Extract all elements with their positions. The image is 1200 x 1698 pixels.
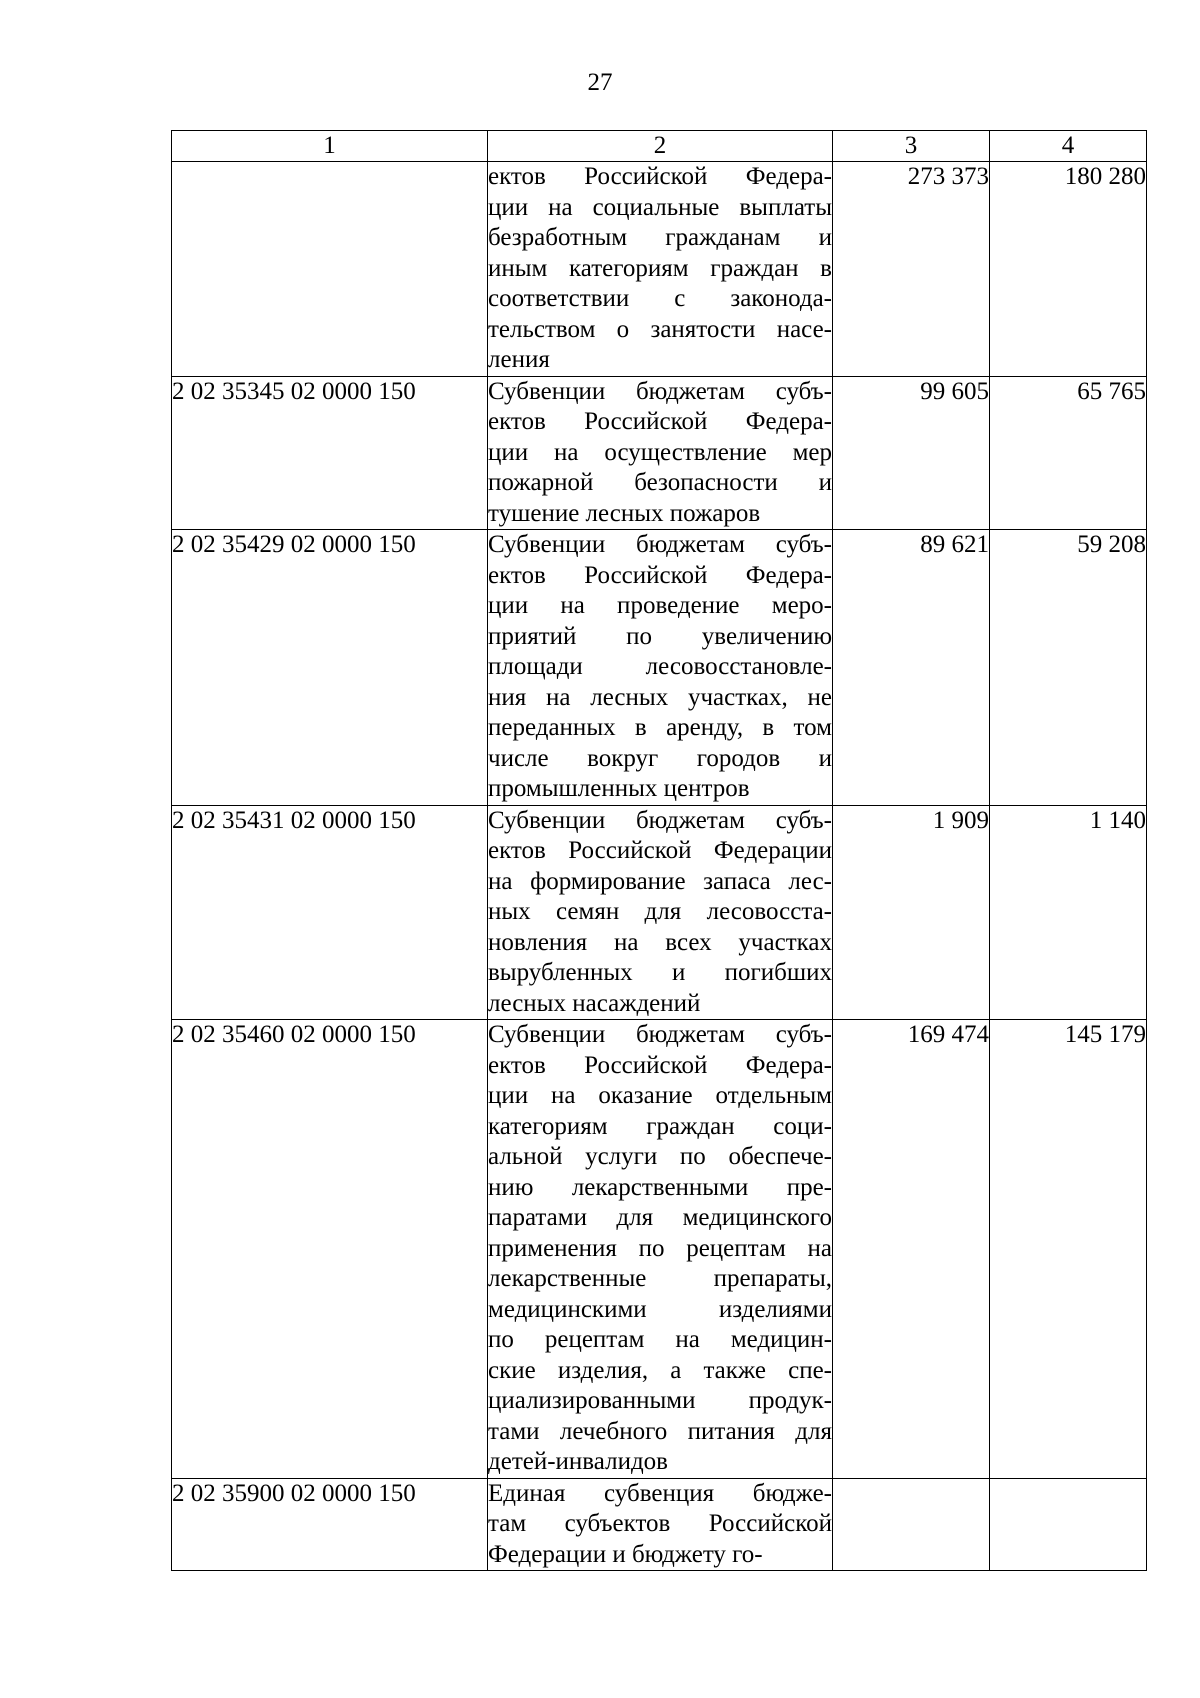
description-line: по рецептам на медицин- [488,1326,832,1353]
table-header-row [172,131,1147,162]
description-line: медицинскими изделиями [488,1295,832,1323]
description-line: ектов Российской Федерации [488,837,832,864]
description-line: переданных в аренду, в том [488,714,832,741]
amount-column-4-cell: 65 765 [990,376,1147,530]
description-cell [488,1020,833,1479]
description-line: новления на всех участках [488,928,832,956]
description-line: Субвенции бюджетам субъ- [488,1021,832,1048]
description-line: Субвенции бюджетам субъ- [488,377,832,405]
budget-code-cell: 2 02 35900 02 0000 150 [172,1478,488,1571]
description-line: ции на оказание отдельным [488,1082,832,1109]
description-line: лекарственные препараты, [488,1265,832,1292]
description-line: на формирование запаса лес- [488,867,832,895]
description-line: Федерации и бюджету го- [488,1540,763,1568]
table-row [172,376,1147,530]
description-line: ных семян для лесовосста- [488,898,832,925]
description-line: пожарной безопасности и [488,469,832,496]
description-line: промышленных центров [488,775,750,802]
description-cell [488,376,833,530]
description-line: ектов Российской Федера- [488,163,832,190]
description-line: лесных насаждений [488,989,701,1017]
description-line: ления [488,346,550,373]
budget-code-cell: 2 02 35345 02 0000 150 [172,376,488,530]
description-line: категориям граждан соци- [488,1112,832,1140]
budget-code-cell: 2 02 35460 02 0000 150 [172,1020,488,1479]
description-line: нию лекарственными пре- [488,1173,832,1201]
description-line: ские изделия, а также спе- [488,1356,832,1384]
description-line: безработным гражданам и [488,224,832,251]
budget-table [171,130,1147,1571]
amount-column-3-cell [833,1478,990,1571]
amount-column-4-cell: 180 280 [990,162,1147,377]
description-cell [488,162,833,377]
budget-code-cell: 2 02 35431 02 0000 150 [172,805,488,1020]
amount-column-4-cell [990,1478,1147,1571]
description-line: Субвенции бюджетам субъ- [488,806,832,834]
description-line: применения по рецептам на [488,1234,832,1262]
amount-column-3-cell: 169 474 [833,1020,990,1479]
description-line: ектов Российской Федера- [488,1051,832,1079]
amount-column-3-cell: 273 373 [833,162,990,377]
column-header-4: 4 [990,131,1147,162]
amount-column-3-cell: 1 909 [833,805,990,1020]
amount-column-4-cell: 1 140 [990,805,1147,1020]
column-header-3: 3 [833,131,990,162]
description-line: площади лесовосстановле- [488,653,832,680]
table-row [172,1478,1147,1571]
description-cell [488,1478,833,1571]
table-row [172,1020,1147,1479]
description-line: ции на проведение меро- [488,592,832,619]
column-header-1: 1 [172,131,488,162]
description-cell [488,805,833,1020]
budget-code-cell [172,162,488,377]
budget-code-cell: 2 02 35429 02 0000 150 [172,530,488,806]
description-line: приятий по увеличению [488,622,832,650]
description-line: циализированными продук- [488,1387,832,1414]
description-line: ции на социальные выплаты [488,193,832,221]
page-number: 27 [587,69,613,96]
description-line: иным категориям граждан в [488,254,832,282]
description-line: соответствии с законода- [488,285,832,312]
amount-column-4-cell: 59 208 [990,530,1147,806]
table-body [172,162,1147,1571]
description-line: тельством о занятости насе- [488,315,832,343]
description-line: паратами для медицинского [488,1204,832,1231]
description-cell [488,530,833,806]
amount-column-3-cell: 89 621 [833,530,990,806]
description-line: ции на осуществление мер [488,438,832,466]
description-line: тушение лесных пожаров [488,499,761,527]
amount-column-3-cell: 99 605 [833,376,990,530]
description-line: числе вокруг городов и [488,744,832,772]
description-line: альной услуги по обеспече- [488,1143,832,1170]
description-line: там субъектов Российской [488,1510,832,1537]
table-row [172,162,1147,377]
description-line: ния на лесных участках, не [488,683,832,711]
amount-column-4-cell: 145 179 [990,1020,1147,1479]
description-line: детей-инвалидов [488,1448,668,1475]
table-row [172,805,1147,1020]
description-line: Единая субвенция бюдже- [488,1479,832,1507]
description-line: ектов Российской Федера- [488,561,832,589]
description-line: тами лечебного питания для [488,1417,832,1445]
description-line: вырубленных и погибших [488,959,832,986]
column-header-2: 2 [488,131,833,162]
description-line: Субвенции бюджетам субъ- [488,531,832,558]
description-line: ектов Российской Федера- [488,408,832,435]
table-row [172,530,1147,806]
